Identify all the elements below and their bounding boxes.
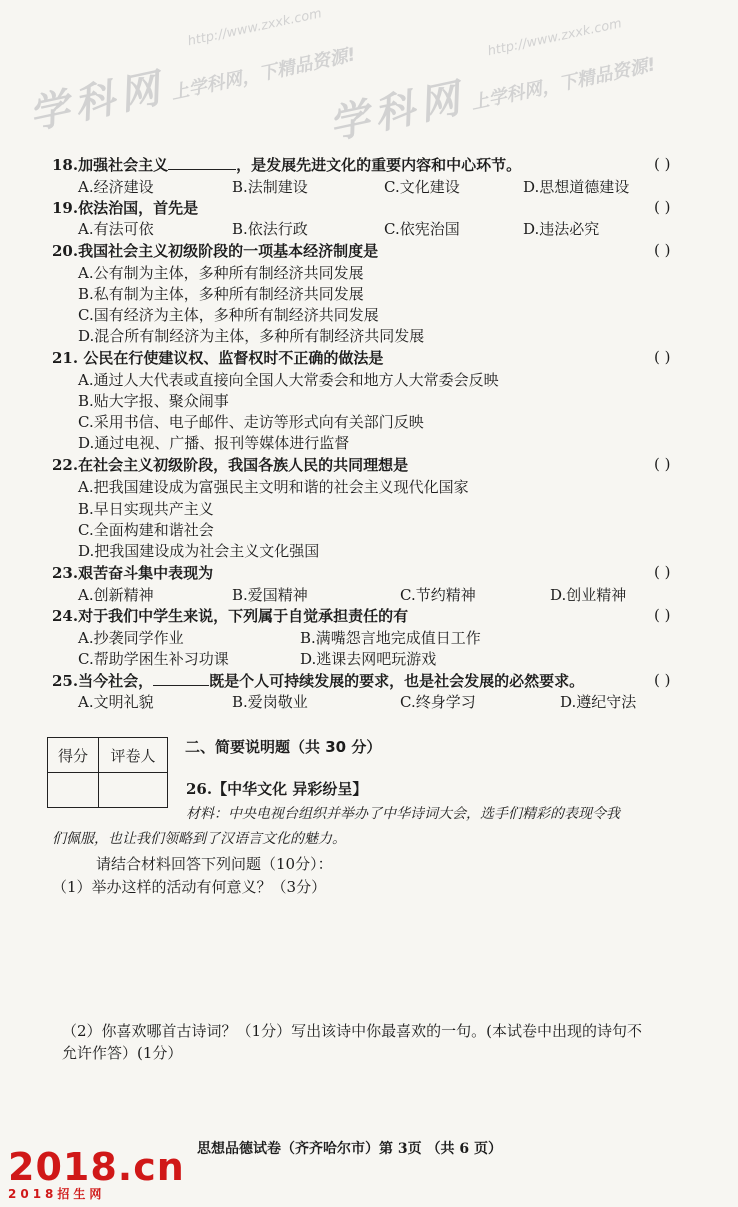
logo-text: 2018招生网: [8, 1187, 106, 1201]
question-23-option-c: C.节约精神: [400, 586, 476, 604]
question-26-title: 26.【中华文化 异彩纷呈】: [186, 780, 368, 798]
logo-number: 2018.cn: [8, 1145, 185, 1189]
question-20-stem: 20.我国社会主义初级阶段的一项基本经济制度是: [52, 242, 379, 260]
score-header: 得分: [48, 738, 99, 773]
question-19-option-d: D.违法必究: [523, 220, 600, 238]
question-22-option-d: D.把我国建设成为社会主义文化强国: [78, 542, 320, 560]
question-20-answer-paren: ( ): [654, 241, 671, 259]
question-22-option-b: B.早日实现共产主义: [78, 500, 214, 518]
question-22-stem: 22.在社会主义初级阶段，我国各族人民的共同理想是: [52, 456, 409, 474]
question-23-option-b: B.爱国精神: [232, 586, 308, 604]
question-24-stem: 24.对于我们中学生来说，下列属于自觉承担责任的有: [52, 607, 409, 625]
question-18-option-c: C.文化建设: [384, 178, 460, 196]
question-23-option-a: A.创新精神: [78, 586, 154, 604]
question-22-answer-paren: ( ): [654, 455, 671, 473]
question-24-option-b: B.满嘴怨言地完成值日工作: [300, 629, 481, 647]
watermark-slogan-2: 上学科网，下精品资源!: [469, 54, 658, 114]
question-19-stem: 19.依法治国，首先是: [52, 199, 199, 217]
question-23-stem: 23.艰苦奋斗集中表现为: [52, 564, 214, 582]
question-23-option-d: D.创业精神: [550, 586, 627, 604]
question-22-option-c: C.全面构建和谐社会: [78, 521, 214, 539]
watermark-url: http://www.zxxk.com: [186, 6, 324, 50]
question-25-option-b: B.爱岗敬业: [232, 693, 308, 711]
watermark-brand: 学科网: [24, 64, 170, 139]
question-25-answer-paren: ( ): [654, 671, 671, 689]
question-23-answer-paren: ( ): [654, 563, 671, 581]
watermark-slogan: 上学科网，下精品资源!: [169, 44, 358, 104]
question-21-answer-paren: ( ): [654, 348, 671, 366]
question-21-stem: 21. 公民在行使建议权、监督权时不正确的做法是: [52, 349, 384, 367]
question-26-sub1: （1）举办这样的活动有何意义？（3分）: [52, 878, 327, 896]
watermark-brand-2: 学科网: [324, 74, 470, 149]
question-26-instruction: 请结合材料回答下列问题（10分）：: [96, 855, 333, 873]
question-24-option-d: D.逃课去网吧玩游戏: [300, 650, 437, 668]
question-18-option-b: B.法制建设: [232, 178, 308, 196]
page-footer: 思想品德试卷（齐齐哈尔市）第 3页 （共 6 页）: [197, 1141, 502, 1157]
question-21-option-c: C.采用书信、电子邮件、走访等形式向有关部门反映: [78, 413, 424, 431]
question-26-material-2: 们佩服，也让我们领略到了汉语言文化的魅力。: [52, 831, 346, 847]
question-18-stem: 18.加强社会主义 ，是发展先进文化的重要内容和中心环节。: [52, 156, 522, 174]
watermark-right: [320, 11, 659, 150]
question-20-option-c: C.国有经济为主体，多种所有制经济共同发展: [78, 306, 379, 324]
question-25-stem: 25.当今社会， 既是个人可持续发展的要求，也是社会发展的必然要求。: [52, 672, 585, 690]
watermark-left: [20, 1, 359, 140]
question-18-option-d: D.思想道德建设: [523, 178, 630, 196]
section-2-title: 二、简要说明题（共 30 分）: [185, 738, 382, 756]
grader-cell[interactable]: [99, 773, 168, 808]
question-24-answer-paren: ( ): [654, 606, 671, 624]
question-25-option-d: D.遵纪守法: [560, 693, 637, 711]
question-21-option-a: A.通过人大代表或直接向全国人大常委会和地方人大常委会反映: [78, 371, 499, 389]
question-19-answer-paren: ( ): [654, 198, 671, 216]
logo-2018-cn: [8, 1145, 185, 1202]
question-25-option-c: C.终身学习: [400, 693, 476, 711]
question-18-answer-paren: ( ): [654, 155, 671, 173]
question-19-option-b: B.依法行政: [232, 220, 308, 238]
question-22-option-a: A.把我国建设成为富强民主文明和谐的社会主义现代化国家: [78, 478, 469, 496]
question-26-sub2-line1: （2）你喜欢哪首古诗词？（1分）写出该诗中你最喜欢的一句。(本试卷中出现的诗句不: [62, 1022, 642, 1040]
question-21-option-d: D.通过电视、广播、报刊等媒体进行监督: [78, 434, 350, 452]
question-19-option-a: A.有法可依: [78, 220, 154, 238]
question-26-sub2-line2: 允许作答）(1分）: [62, 1044, 183, 1062]
question-21-option-b: B.贴大字报、聚众闹事: [78, 392, 229, 410]
question-25-option-a: A.文明礼貌: [78, 693, 154, 711]
question-24-option-c: C.帮助学困生补习功课: [78, 650, 229, 668]
question-18-option-a: A.经济建设: [78, 178, 154, 196]
grader-header: 评卷人: [99, 738, 168, 773]
question-20-option-d: D.混合所有制经济为主体，多种所有制经济共同发展: [78, 327, 425, 345]
question-20-option-a: A.公有制为主体，多种所有制经济共同发展: [78, 264, 364, 282]
question-19-option-c: C.依宪治国: [384, 220, 460, 238]
score-cell[interactable]: [48, 773, 99, 808]
question-20-option-b: B.私有制为主体，多种所有制经济共同发展: [78, 285, 364, 303]
question-26-material-1: 材料：中央电视台组织并举办了中华诗词大会，选手们精彩的表现令我: [186, 806, 620, 822]
watermark-url-2: http://www.zxxk.com: [486, 16, 624, 60]
question-24-option-a: A.抄袭同学作业: [78, 629, 184, 647]
score-table: [47, 737, 168, 808]
